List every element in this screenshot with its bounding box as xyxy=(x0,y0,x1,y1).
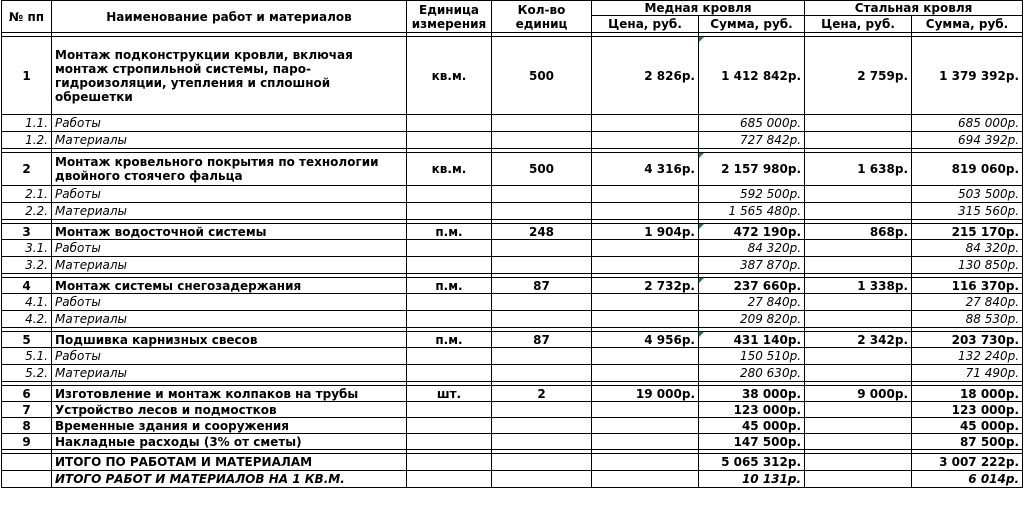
extra-copper-sum: 147 500р. xyxy=(699,434,805,450)
sub-row xyxy=(2,115,1023,132)
section-row xyxy=(2,37,1023,115)
section-steel-sum: 203 730р. xyxy=(912,332,1023,348)
section-row xyxy=(2,153,1023,186)
extra-row xyxy=(2,386,1023,402)
header-copper-sum: Сумма, руб. xyxy=(699,16,805,33)
section-steel-price: 1 638р. xyxy=(805,153,912,186)
section-steel-sum: 819 060р. xyxy=(912,153,1023,186)
sub-row xyxy=(2,365,1023,382)
sub-steel-sum: 88 530р. xyxy=(912,311,1023,328)
section-steel-price: 1 338р. xyxy=(805,278,912,294)
extra-steel-price: 9 000р. xyxy=(805,386,912,402)
section-name: Монтаж кровельного покрытия по технологии двойного стоячего фальца xyxy=(52,153,407,186)
sub-steel-sum: 694 392р. xyxy=(912,132,1023,149)
section-steel-price: 2 342р. xyxy=(805,332,912,348)
sub-row xyxy=(2,257,1023,274)
sub-steel-price xyxy=(805,257,912,274)
section-qty: 500 xyxy=(492,37,592,115)
section-name: Монтаж подконструкции кровли, включая монтаж стропильной системы, паро-гидроизоляции, утепления и сплошной обрешетки xyxy=(52,37,407,115)
sub-row xyxy=(2,203,1023,220)
extra-num: 6 xyxy=(2,386,52,402)
section-unit: кв.м. xyxy=(407,37,492,115)
sub-copper-sum: 27 840р. xyxy=(699,294,805,311)
sub-num: 1.2. xyxy=(2,132,52,149)
per-sqm-row xyxy=(2,471,1023,488)
section-copper-sum: 1 412 842р. xyxy=(699,37,805,115)
extra-copper-sum: 45 000р. xyxy=(699,418,805,434)
sub-unit xyxy=(407,240,492,257)
per-sqm-label: ИТОГО РАБОТ И МАТЕРИАЛОВ НА 1 КВ.М. xyxy=(52,471,407,488)
sub-unit xyxy=(407,257,492,274)
sub-steel-sum: 503 500р. xyxy=(912,186,1023,203)
extra-steel-price xyxy=(805,418,912,434)
extra-copper-price xyxy=(592,418,699,434)
extra-row xyxy=(2,434,1023,450)
sub-row xyxy=(2,240,1023,257)
sub-qty xyxy=(492,257,592,274)
extra-copper-sum: 123 000р. xyxy=(699,402,805,418)
section-copper-price: 1 904р. xyxy=(592,224,699,240)
sub-qty xyxy=(492,294,592,311)
sub-name: Работы xyxy=(52,348,407,365)
sub-unit xyxy=(407,203,492,220)
section-copper-sum: 431 140р. xyxy=(699,332,805,348)
sub-num: 2.2. xyxy=(2,203,52,220)
sub-copper-price xyxy=(592,294,699,311)
sub-name: Материалы xyxy=(52,203,407,220)
section-unit: п.м. xyxy=(407,224,492,240)
extra-name: Изготовление и монтаж колпаков на трубы xyxy=(52,386,407,402)
sub-steel-sum: 685 000р. xyxy=(912,115,1023,132)
sub-qty xyxy=(492,311,592,328)
sub-steel-price xyxy=(805,240,912,257)
extra-num: 9 xyxy=(2,434,52,450)
section-name: Монтаж водосточной системы xyxy=(52,224,407,240)
sub-copper-sum: 387 870р. xyxy=(699,257,805,274)
extra-num: 8 xyxy=(2,418,52,434)
section-name: Монтаж системы снегозадержания xyxy=(52,278,407,294)
extra-name: Временные здания и сооружения xyxy=(52,418,407,434)
section-copper-price: 2 826р. xyxy=(592,37,699,115)
extra-steel-price xyxy=(805,434,912,450)
sub-name: Материалы xyxy=(52,365,407,382)
sub-steel-price xyxy=(805,294,912,311)
section-num: 4 xyxy=(2,278,52,294)
total-copper: 5 065 312р. xyxy=(699,454,805,471)
total-steel: 3 007 222р. xyxy=(912,454,1023,471)
header-copper-price: Цена, руб. xyxy=(592,16,699,33)
sub-copper-sum: 280 630р. xyxy=(699,365,805,382)
sub-steel-price xyxy=(805,186,912,203)
sub-name: Материалы xyxy=(52,132,407,149)
section-copper-price: 2 732р. xyxy=(592,278,699,294)
sub-copper-price xyxy=(592,203,699,220)
sub-name: Работы xyxy=(52,294,407,311)
sub-unit xyxy=(407,186,492,203)
sub-name: Работы xyxy=(52,240,407,257)
extra-name: Накладные расходы (3% от сметы) xyxy=(52,434,407,450)
sub-name: Материалы xyxy=(52,311,407,328)
sub-copper-sum: 209 820р. xyxy=(699,311,805,328)
header-steel-sum: Сумма, руб. xyxy=(912,16,1023,33)
per-sqm-copper: 10 131р. xyxy=(699,471,805,488)
sub-num: 1.1. xyxy=(2,115,52,132)
sub-unit xyxy=(407,115,492,132)
section-qty: 248 xyxy=(492,224,592,240)
header-copper: Медная кровля xyxy=(592,1,805,16)
extra-steel-sum: 45 000р. xyxy=(912,418,1023,434)
sub-steel-price xyxy=(805,132,912,149)
sub-steel-sum: 130 850р. xyxy=(912,257,1023,274)
sub-num: 2.1. xyxy=(2,186,52,203)
header-steel: Стальная кровля xyxy=(805,1,1023,16)
estimate-table xyxy=(1,0,1023,488)
extra-unit: шт. xyxy=(407,386,492,402)
total-row xyxy=(2,454,1023,471)
extra-qty: 2 xyxy=(492,386,592,402)
sub-steel-sum: 27 840р. xyxy=(912,294,1023,311)
section-qty: 87 xyxy=(492,332,592,348)
total-label: ИТОГО ПО РАБОТАМ И МАТЕРИАЛАМ xyxy=(52,454,407,471)
section-copper-sum: 2 157 980р. xyxy=(699,153,805,186)
section-steel-sum: 116 370р. xyxy=(912,278,1023,294)
section-num: 3 xyxy=(2,224,52,240)
section-steel-price: 868р. xyxy=(805,224,912,240)
sub-row xyxy=(2,311,1023,328)
sub-steel-price xyxy=(805,311,912,328)
section-unit: п.м. xyxy=(407,332,492,348)
sub-copper-price xyxy=(592,186,699,203)
sub-copper-price xyxy=(592,257,699,274)
sub-steel-price xyxy=(805,115,912,132)
section-num: 5 xyxy=(2,332,52,348)
section-copper-sum: 472 190р. xyxy=(699,224,805,240)
section-copper-sum: 237 660р. xyxy=(699,278,805,294)
extra-copper-price xyxy=(592,402,699,418)
sub-copper-sum: 592 500р. xyxy=(699,186,805,203)
extra-num: 7 xyxy=(2,402,52,418)
extra-name: Устройство лесов и подмостков xyxy=(52,402,407,418)
header-row-1 xyxy=(2,1,1023,16)
section-name: Подшивка карнизных свесов xyxy=(52,332,407,348)
sub-num: 3.2. xyxy=(2,257,52,274)
sub-copper-sum: 727 842р. xyxy=(699,132,805,149)
sub-row xyxy=(2,132,1023,149)
section-copper-price: 4 956р. xyxy=(592,332,699,348)
extra-copper-price: 19 000р. xyxy=(592,386,699,402)
header-qty: Кол-во единиц xyxy=(492,1,592,33)
header-unit: Единица измерения xyxy=(407,1,492,33)
extra-steel-sum: 87 500р. xyxy=(912,434,1023,450)
sub-unit xyxy=(407,294,492,311)
extra-copper-sum: 38 000р. xyxy=(699,386,805,402)
extra-steel-price xyxy=(805,402,912,418)
sub-unit xyxy=(407,348,492,365)
section-row xyxy=(2,278,1023,294)
sub-copper-price xyxy=(592,348,699,365)
section-num: 2 xyxy=(2,153,52,186)
section-num: 1 xyxy=(2,37,52,115)
sub-steel-sum: 71 490р. xyxy=(912,365,1023,382)
section-unit: кв.м. xyxy=(407,153,492,186)
sub-copper-price xyxy=(592,115,699,132)
sub-num: 4.2. xyxy=(2,311,52,328)
extra-steel-sum: 123 000р. xyxy=(912,402,1023,418)
sub-num: 4.1. xyxy=(2,294,52,311)
sub-steel-price xyxy=(805,203,912,220)
header-steel-price: Цена, руб. xyxy=(805,16,912,33)
sub-num: 5.2. xyxy=(2,365,52,382)
sub-copper-sum: 150 510р. xyxy=(699,348,805,365)
sub-copper-sum: 685 000р. xyxy=(699,115,805,132)
header-num: № пп xyxy=(2,1,52,33)
extra-qty xyxy=(492,402,592,418)
sub-unit xyxy=(407,365,492,382)
sub-name: Работы xyxy=(52,115,407,132)
section-steel-sum: 215 170р. xyxy=(912,224,1023,240)
sub-num: 3.1. xyxy=(2,240,52,257)
extra-qty xyxy=(492,418,592,434)
header-name: Наименование работ и материалов xyxy=(52,1,407,33)
sub-qty xyxy=(492,203,592,220)
per-sqm-steel: 6 014р. xyxy=(912,471,1023,488)
section-row xyxy=(2,224,1023,240)
extra-unit xyxy=(407,402,492,418)
section-qty: 500 xyxy=(492,153,592,186)
sub-qty xyxy=(492,240,592,257)
sub-copper-price xyxy=(592,311,699,328)
sub-copper-sum: 1 565 480р. xyxy=(699,203,805,220)
sub-qty xyxy=(492,132,592,149)
sub-steel-price xyxy=(805,365,912,382)
sub-qty xyxy=(492,115,592,132)
sub-unit xyxy=(407,132,492,149)
extra-unit xyxy=(407,434,492,450)
sub-steel-price xyxy=(805,348,912,365)
extra-row xyxy=(2,418,1023,434)
sub-row xyxy=(2,348,1023,365)
section-steel-sum: 1 379 392р. xyxy=(912,37,1023,115)
sub-copper-price xyxy=(592,132,699,149)
sub-steel-sum: 315 560р. xyxy=(912,203,1023,220)
section-unit: п.м. xyxy=(407,278,492,294)
sub-name: Работы xyxy=(52,186,407,203)
sub-copper-price xyxy=(592,240,699,257)
sub-copper-price xyxy=(592,365,699,382)
sub-num: 5.1. xyxy=(2,348,52,365)
sub-qty xyxy=(492,365,592,382)
section-steel-price: 2 759р. xyxy=(805,37,912,115)
section-copper-price: 4 316р. xyxy=(592,153,699,186)
extra-qty xyxy=(492,434,592,450)
sub-steel-sum: 132 240р. xyxy=(912,348,1023,365)
extra-copper-price xyxy=(592,434,699,450)
sub-copper-sum: 84 320р. xyxy=(699,240,805,257)
extra-steel-sum: 18 000р. xyxy=(912,386,1023,402)
sub-steel-sum: 84 320р. xyxy=(912,240,1023,257)
section-row xyxy=(2,332,1023,348)
extra-unit xyxy=(407,418,492,434)
sub-name: Материалы xyxy=(52,257,407,274)
sub-row xyxy=(2,294,1023,311)
sub-qty xyxy=(492,186,592,203)
sub-unit xyxy=(407,311,492,328)
sub-row xyxy=(2,186,1023,203)
sub-qty xyxy=(492,348,592,365)
extra-row xyxy=(2,402,1023,418)
section-qty: 87 xyxy=(492,278,592,294)
